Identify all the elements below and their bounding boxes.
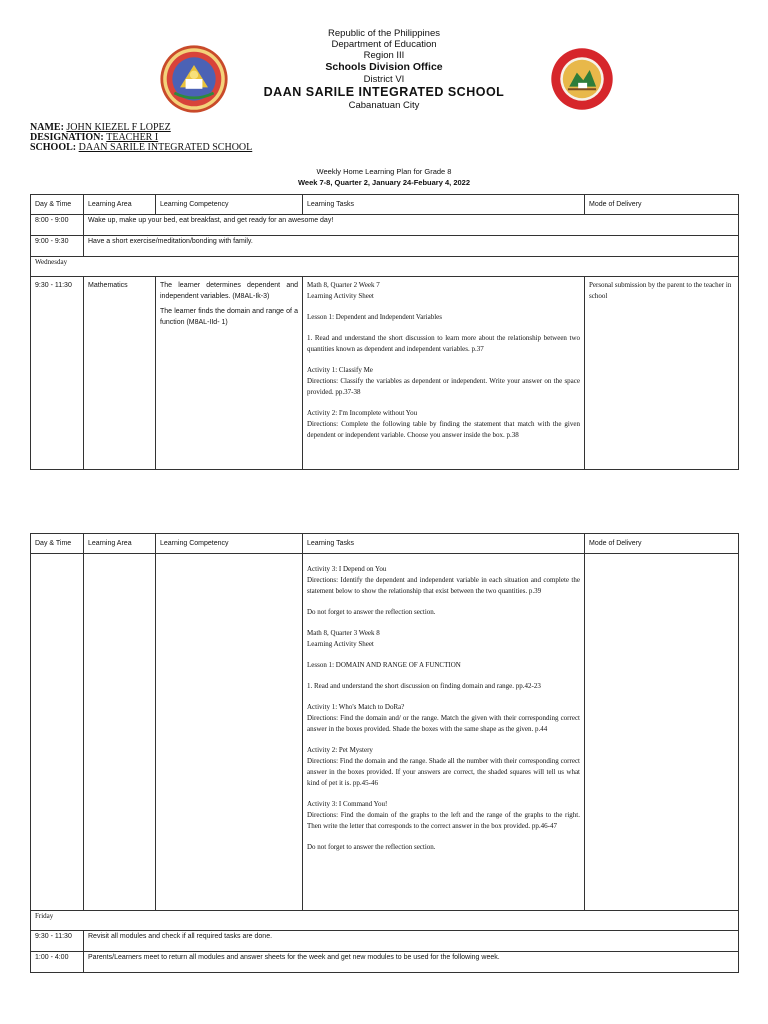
header-competency: Learning Competency [156, 195, 303, 215]
header-delivery: Mode of Delivery [585, 534, 739, 554]
school-line: SCHOOL: DAAN SARILE INTEGRATED SCHOOL [30, 142, 253, 153]
header-tasks: Learning Tasks [303, 534, 585, 554]
header-day-time: Day & Time [31, 534, 84, 554]
empty-cell [31, 554, 84, 911]
day-label: Friday [31, 911, 739, 931]
day-label: Wednesday [31, 257, 739, 277]
table-header-row [31, 195, 739, 215]
day-row [31, 911, 739, 931]
task-line: Activity 2: I'm Incomplete without You [307, 409, 418, 417]
task-line: Activity 3: I Command You! [307, 800, 388, 808]
task-line: Lesson 1: Dependent and Independent Variables [307, 313, 442, 321]
table-row [31, 931, 739, 952]
task-line: Do not forget to answer the reflection section. [307, 608, 436, 616]
header-learning-area: Learning Area [84, 195, 156, 215]
task-line: 1. Read and understand the short discussion on finding domain and range. pp.42-23 [307, 682, 541, 690]
row-time: 9:00 - 9:30 [31, 236, 84, 257]
task-line: Math 8, Quarter 2 Week 7 [307, 281, 380, 289]
task-line: Lesson 1: DOMAIN AND RANGE OF A FUNCTION [307, 661, 461, 669]
plan-subtitle: Week 7-8, Quarter 2, January 24-Febuary 4, 2022 [297, 178, 471, 187]
table-row [31, 236, 739, 257]
task-line: 1. Read and understand the short discussion to learn more about the relationship between two quantities known as dependent and independent variables. p.37 [307, 334, 580, 353]
table-row [31, 277, 739, 470]
row-activity: Have a short exercise/meditation/bonding with family. [84, 236, 739, 257]
empty-cell [84, 554, 156, 911]
math-area: Mathematics [84, 277, 156, 470]
empty-cell [585, 554, 739, 911]
continued-tasks [303, 554, 585, 911]
row-activity: Wake up, make up your bed, eat breakfast, and get ready for an awesome day! [84, 215, 739, 236]
competency-item: The learner determines dependent and independent variables. (M8AL-Ik-3) [160, 282, 298, 300]
task-line: Directions: Complete the following table by finding the statement that match with the given dependent or independent variable. Choose you answer inside the box. p.38 [307, 420, 580, 439]
teacher-info [30, 123, 252, 153]
task-line: Activity 1: Who's Match to DoRa? [307, 703, 405, 711]
task-line: Directions: Find the domain and/ or the range. Match the given with their corresponding correct answer in the boxes provided. Shade the boxes with the same shape as the given. p.44 [307, 714, 580, 733]
task-line: Directions: Find the domain and the range. Shade all the number with their corresponding correct answer in the boxes provided. If your answers are correct, the shaded squares will tell us what kind of pet it is. pp.45-46 [307, 757, 580, 787]
name-line: NAME: JOHN KIEZEL F LOPEZ [30, 122, 171, 133]
math-delivery: Personal submission by the parent to the teacher in school [585, 277, 739, 470]
department-line: Department of Education [331, 39, 437, 50]
task-line: Directions: Classify the variables as dependent or independent. Write your answer on the space provided. pp.37-38 [307, 377, 580, 396]
district-line: District VI [363, 74, 405, 85]
math-competency [156, 277, 303, 470]
competency-item: The learner finds the domain and range of a function (M8AL-IId- 1) [160, 308, 298, 326]
task-line: Activity 1: Classify Me [307, 366, 373, 374]
header-day-time: Day & Time [31, 195, 84, 215]
empty-cell [156, 554, 303, 911]
letterhead [150, 28, 618, 111]
table-row [31, 554, 739, 911]
math-tasks [303, 277, 585, 470]
republic-line: Republic of the Philippines [328, 28, 440, 39]
table-header-row [31, 534, 739, 554]
task-line: Activity 2: Pet Mystery [307, 746, 373, 754]
header-tasks: Learning Tasks [303, 195, 585, 215]
school-value: DAAN SARILE INTEGRATED SCHOOL [78, 142, 253, 153]
header-learning-area: Learning Area [84, 534, 156, 554]
table-row [31, 952, 739, 973]
row-activity: Parents/Learners meet to return all modules and answer sheets for the week and get new modules to be used for the following week. [84, 952, 739, 973]
plan-title: Weekly Home Learning Plan for Grade 8 [316, 167, 452, 176]
table-row [31, 215, 739, 236]
day-row [31, 257, 739, 277]
name-value: JOHN KIEZEL F LOPEZ [66, 122, 171, 133]
designation-label: DESIGNATION [30, 132, 101, 143]
plan-heading [0, 166, 768, 188]
task-line: Directions: Identify the dependent and independent variable in each situation and complete the statement below to show the relationship that exist between the two quantities. p.39 [307, 576, 580, 595]
city-line: Cabanatuan City [348, 100, 420, 111]
school-name-heading: DAAN SARILE INTEGRATED SCHOOL [263, 85, 505, 99]
division-line: Schools Division Office [325, 61, 443, 73]
math-time: 9:30 - 11:30 [31, 277, 84, 470]
task-line: Learning Activity Sheet [307, 640, 374, 648]
header-competency: Learning Competency [156, 534, 303, 554]
header-delivery: Mode of Delivery [585, 195, 739, 215]
task-line: Directions: Find the domain of the graphs to the left and the range of the graphs to the right. Then write the letter that corresponds to the correct answer in the box provided. pp.46-47 [307, 811, 580, 830]
task-line: Math 8, Quarter 3 Week 8 [307, 629, 380, 637]
task-line: Learning Activity Sheet [307, 292, 374, 300]
learning-plan-table-1 [30, 194, 739, 470]
task-line: Do not forget to answer the reflection section. [307, 843, 436, 851]
row-time: 9:30 - 11:30 [31, 931, 84, 952]
task-line: Activity 3: I Depend on You [307, 565, 387, 573]
name-label: NAME [30, 122, 61, 133]
row-time: 8:00 - 9:00 [31, 215, 84, 236]
school-label: SCHOOL [30, 142, 73, 153]
row-time: 1:00 - 4:00 [31, 952, 84, 973]
region-line: Region III [363, 50, 405, 61]
designation-line: DESIGNATION: TEACHER I [30, 132, 159, 143]
learning-plan-table-2 [30, 533, 739, 973]
row-activity: Revisit all modules and check if all required tasks are done. [84, 931, 739, 952]
designation-value: TEACHER I [106, 132, 159, 143]
